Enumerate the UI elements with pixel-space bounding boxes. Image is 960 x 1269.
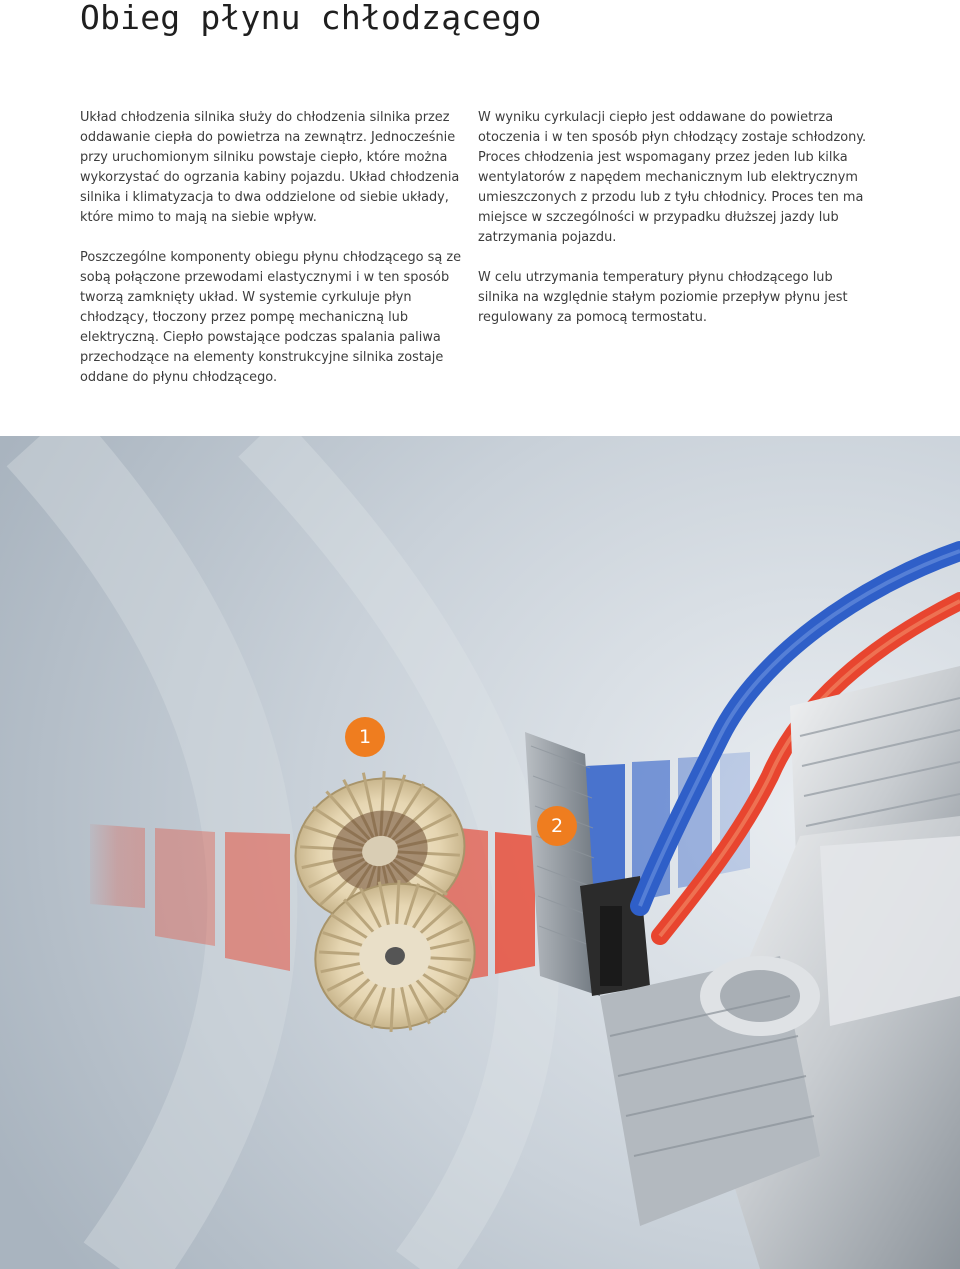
callout-badge-2: 2 <box>537 806 577 846</box>
illustration-canvas <box>0 436 960 1269</box>
right-text-column <box>478 108 870 348</box>
thermostat-paragraph: W celu utrzymania temperatury płynu chłodzącego lub silnika na względnie stałym poziomie przepływ płynu jest regulowany za pomocą termostatu. <box>478 270 848 325</box>
components-paragraph: Poszczególne komponenty obiegu płynu chłodzącego są ze sobą połączone przewodami elastycznymi i w ten sposób tworzą zamknięty układ. W systemie cyrkuluje płyn chłodzący, tłoczony przez pompę mechaniczną lub elektryczną. Ciepło powstające podczas spalania paliwa przechodzące na elementy konstrukcyjne silnika zostaje oddane do płynu chłodzącego. <box>80 250 462 385</box>
circulation-paragraph: W wyniku cyrkulacji ciepło jest oddawane do powietrza otoczenia i w ten sposób płyn chłodzący zostaje schłodzony. Proces chłodzenia jest wspomagany przez jeden lub kilka wentylatorów z napędem mechanicznym lub elektrycznym umieszczonych z przodu lub z tyłu chłodnicy. Proces ten ma miejsce w szczególności w przypadku dłuższej jazdy lub zatrzymania pojazdu. <box>478 110 867 245</box>
intro-paragraph: Układ chłodzenia silnika służy do chłodzenia silnika przez oddawanie ciepła do powietrza na zewnątrz. Jednocześnie przy uruchomionym silniku powstaje ciepło, które można wykorzystać do ogrzania kabiny pojazdu. Układ chłodzenia silnika i klimatyzacja to dwa oddzielone od siebie układy, które mimo to mają na siebie wpływ. <box>80 110 460 225</box>
page-title: Obieg płynu chłodzącego <box>80 0 542 37</box>
callout-badge-1: 1 <box>345 717 385 757</box>
cooling-system-illustration <box>0 436 960 1269</box>
left-text-column <box>80 108 462 408</box>
